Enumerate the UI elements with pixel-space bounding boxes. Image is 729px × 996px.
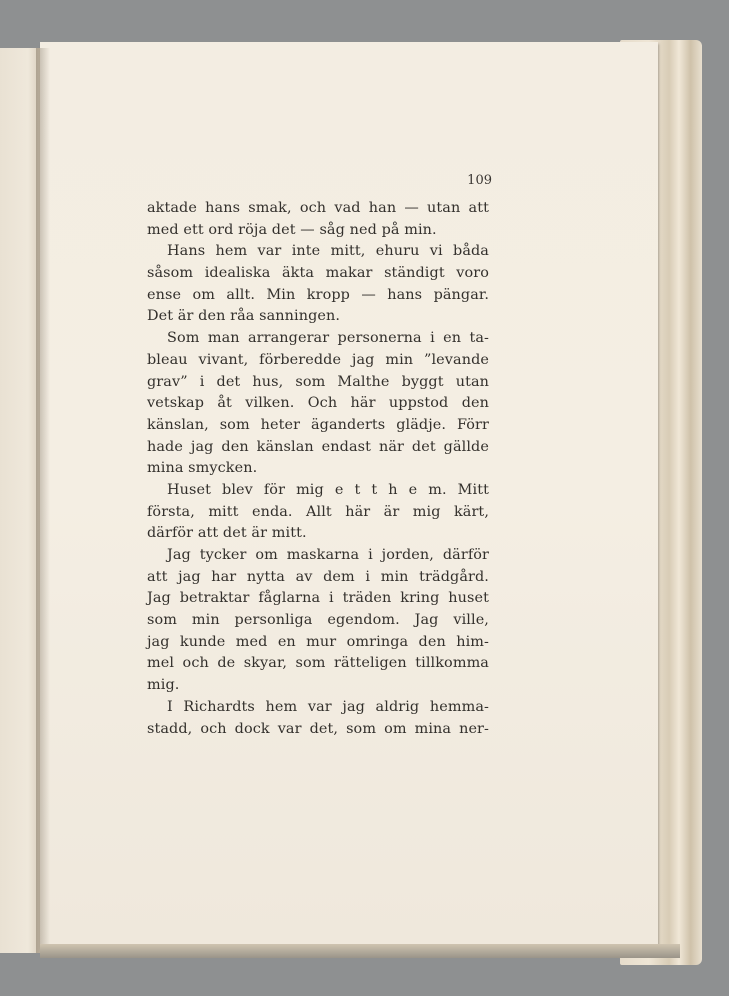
text-line: vetskap åt vilken. Och här uppstod den	[147, 395, 489, 412]
text-line: första, mitt enda. Allt här är mig kärt,	[147, 503, 489, 520]
text-line: med ett ord röja det — såg ned på min.	[147, 221, 437, 238]
text-line: Det är den råa sanningen.	[147, 308, 341, 325]
text-line: mel och de skyar, som rätteligen tillkomma	[147, 655, 489, 672]
text-line: som min personliga egendom. Jag ville,	[147, 612, 489, 629]
text-line: Jag tycker om maskarna i jorden, därför	[167, 547, 489, 563]
text-line: stadd, och dock var det, som om mina ner-	[147, 720, 489, 737]
text-line: I Richardts hem var jag aldrig hemma-	[167, 698, 489, 715]
text-line: mig.	[147, 677, 180, 694]
text-line: därför att det är mitt.	[147, 525, 307, 542]
page-number: 109	[467, 173, 492, 188]
text-line: Jag betraktar fåglarna i träden kring huset	[147, 590, 489, 607]
body-text	[147, 198, 489, 740]
text-line: bleau vivant, förberedde jag min ”levande	[147, 351, 489, 368]
text-line: ense om allt. Min kropp — hans pängar.	[147, 286, 489, 303]
spine-shadow	[36, 48, 50, 953]
text-line: såsom idealiska äkta makar ständigt voro	[147, 265, 489, 282]
left-page-strip	[0, 48, 41, 953]
text-line: hade jag den känslan endast när det gällde	[147, 438, 489, 455]
text-line: att jag har nytta av dem i min trädgård.	[147, 568, 489, 585]
text-line: aktade hans smak, och vad han — utan att	[147, 200, 489, 216]
text-line: känslan, som heter äganderts glädje. Förr	[147, 416, 489, 433]
text-line: Som man arrangerar personerna i en ta-	[167, 330, 489, 347]
text-line: mina smycken.	[147, 460, 258, 477]
text-line: Huset blev för mig e t t h e m. Mitt	[167, 481, 489, 498]
text-line: Hans hem var inte mitt, ehuru vi båda	[167, 243, 489, 260]
page-bottom-edge	[40, 944, 680, 958]
text-line: jag kunde med en mur omringa den him-	[147, 633, 489, 650]
text-line: grav” i det hus, som Malthe byggt utan	[147, 373, 489, 390]
